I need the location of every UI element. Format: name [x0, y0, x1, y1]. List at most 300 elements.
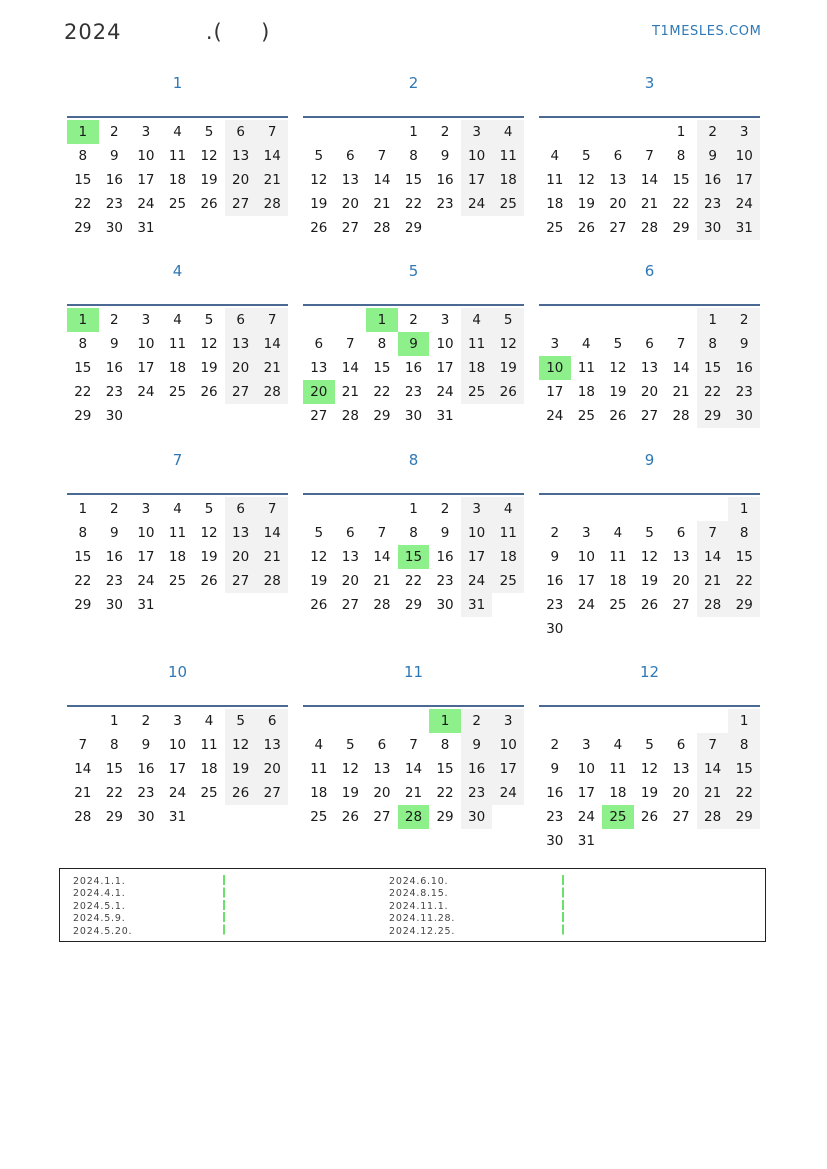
- day-cell: 4: [492, 120, 524, 144]
- day-cell: 17: [137, 549, 155, 565]
- day-cell: 12: [640, 549, 659, 565]
- month-block: [539, 663, 760, 849]
- day-cell: 6: [676, 737, 686, 753]
- day-cell: 27: [225, 569, 257, 593]
- day-cell: 25: [546, 220, 564, 236]
- day-cell: 4: [613, 525, 623, 541]
- day-cell: 31: [461, 593, 493, 617]
- day-cell: 3: [461, 120, 493, 144]
- holiday-day-cell: 25: [602, 805, 634, 829]
- day-cell: 23: [436, 196, 454, 212]
- day-cell: 11: [461, 332, 493, 356]
- day-cell: 6: [346, 525, 355, 541]
- day-cell: 16: [404, 360, 423, 376]
- legend-left-dates: [73, 876, 132, 938]
- day-cell: 9: [697, 144, 729, 168]
- day-cell: 25: [200, 785, 218, 801]
- day-cell: 25: [609, 597, 627, 613]
- day-cell: 9: [141, 737, 151, 753]
- month-name: 8: [408, 451, 419, 469]
- day-cell: 19: [577, 196, 595, 212]
- day-cell: 6: [314, 336, 324, 352]
- day-cell: 22: [404, 196, 423, 212]
- day-cell: 9: [110, 148, 119, 164]
- day-cell: 6: [225, 497, 257, 521]
- day-cell: 29: [105, 809, 123, 825]
- day-cell: 18: [200, 761, 218, 777]
- day-cell: 26: [200, 196, 218, 212]
- day-cell: 3: [461, 497, 493, 521]
- day-cell: 10: [728, 144, 760, 168]
- day-cell: 20: [256, 757, 288, 781]
- day-cell: 6: [676, 525, 686, 541]
- day-cell: 16: [436, 172, 454, 188]
- day-cell: 25: [310, 809, 328, 825]
- day-cell: 26: [640, 597, 659, 613]
- day-cell: 26: [200, 384, 218, 400]
- day-cell: 27: [225, 192, 257, 216]
- day-cell: 16: [105, 360, 123, 376]
- day-cell: 5: [582, 148, 591, 164]
- day-cell: 20: [373, 785, 391, 801]
- day-cell: 17: [137, 172, 155, 188]
- day-cell: 5: [613, 336, 623, 352]
- day-cell: 12: [577, 172, 595, 188]
- day-cell: 19: [200, 172, 218, 188]
- day-cell: 29: [373, 408, 391, 424]
- day-cell: 22: [373, 384, 391, 400]
- day-cell: 24: [137, 573, 155, 589]
- day-cell: 2: [697, 120, 729, 144]
- day-cell: 16: [728, 356, 760, 380]
- day-cell: 17: [461, 545, 493, 569]
- day-cell: 18: [168, 549, 187, 565]
- legend-date: 2024.8.15.: [389, 888, 449, 900]
- day-cell: 7: [697, 733, 729, 757]
- day-cell: 18: [492, 545, 524, 569]
- day-cell: 2: [110, 501, 119, 517]
- month-block: [67, 74, 288, 236]
- day-cell: 14: [74, 761, 92, 777]
- day-cell: 5: [645, 525, 654, 541]
- day-cell: 30: [546, 833, 564, 849]
- day-cell: 29: [74, 220, 92, 236]
- day-cell: 13: [672, 549, 690, 565]
- day-cell: 24: [492, 781, 524, 805]
- month-name: 3: [644, 74, 655, 92]
- day-cell: 15: [404, 172, 423, 188]
- day-cell: 17: [436, 360, 454, 376]
- day-cell: 22: [105, 785, 123, 801]
- day-cell: 23: [697, 192, 729, 216]
- day-cell: 10: [137, 148, 155, 164]
- month-block: [539, 262, 760, 424]
- day-cell: 14: [373, 549, 391, 565]
- day-cell: 4: [582, 336, 591, 352]
- day-cell: 27: [640, 408, 659, 424]
- day-cell: 17: [728, 168, 760, 192]
- month-grid: [303, 493, 524, 617]
- holiday-day-cell: 1: [366, 308, 398, 332]
- day-cell: 23: [105, 384, 123, 400]
- month-grid: [67, 705, 288, 829]
- day-cell: 29: [74, 597, 92, 613]
- day-cell: 16: [436, 549, 454, 565]
- day-cell: 17: [492, 757, 524, 781]
- day-cell: 31: [137, 597, 155, 613]
- day-cell: 13: [225, 332, 257, 356]
- day-cell: 9: [110, 336, 119, 352]
- month-block: [67, 663, 288, 825]
- day-cell: 17: [461, 168, 493, 192]
- day-cell: 7: [676, 336, 686, 352]
- day-cell: 2: [409, 312, 418, 328]
- day-cell: 24: [168, 785, 187, 801]
- day-cell: 4: [173, 124, 182, 140]
- day-cell: 13: [225, 144, 257, 168]
- day-cell: 28: [74, 809, 92, 825]
- day-cell: 21: [341, 384, 359, 400]
- day-cell: 9: [461, 733, 493, 757]
- day-cell: 30: [436, 597, 454, 613]
- month-name: 1: [172, 74, 183, 92]
- day-cell: 10: [137, 525, 155, 541]
- day-cell: 8: [78, 336, 88, 352]
- day-cell: 2: [110, 312, 119, 328]
- day-cell: 14: [672, 360, 690, 376]
- day-cell: 2: [550, 525, 560, 541]
- day-cell: 22: [74, 196, 92, 212]
- day-cell: 21: [404, 785, 423, 801]
- day-cell: 14: [256, 332, 288, 356]
- day-cell: 7: [346, 336, 355, 352]
- day-cell: 21: [74, 785, 92, 801]
- day-cell: 22: [672, 196, 690, 212]
- site-brand: T1MESLES.COM: [652, 24, 762, 39]
- day-cell: 30: [697, 216, 729, 240]
- day-cell: 23: [546, 809, 564, 825]
- day-cell: 22: [697, 380, 729, 404]
- month-block: [67, 262, 288, 424]
- day-cell: 24: [728, 192, 760, 216]
- day-cell: 8: [377, 336, 387, 352]
- day-cell: 12: [225, 733, 257, 757]
- day-cell: 3: [582, 737, 591, 753]
- day-cell: 16: [461, 757, 493, 781]
- day-cell: 15: [105, 761, 123, 777]
- day-cell: 23: [461, 781, 493, 805]
- day-cell: 15: [74, 360, 92, 376]
- month-block: [303, 663, 524, 825]
- day-cell: 9: [440, 148, 450, 164]
- day-cell: 9: [440, 525, 450, 541]
- holiday-day-cell: 15: [398, 545, 430, 569]
- holiday-day-cell: 20: [303, 380, 335, 404]
- day-cell: 11: [168, 525, 187, 541]
- day-cell: 26: [492, 380, 524, 404]
- day-cell: 12: [341, 761, 359, 777]
- day-cell: 1: [78, 501, 88, 517]
- day-cell: 13: [310, 360, 328, 376]
- month-block: [539, 74, 760, 236]
- day-cell: 18: [492, 168, 524, 192]
- day-cell: 8: [110, 737, 119, 753]
- month-grid: [539, 116, 760, 240]
- day-cell: 7: [377, 525, 387, 541]
- day-cell: 22: [436, 785, 454, 801]
- day-cell: 5: [204, 501, 214, 517]
- day-cell: 25: [492, 569, 524, 593]
- day-cell: 1: [409, 124, 418, 140]
- holiday-day-cell: 1: [67, 308, 99, 332]
- day-cell: 22: [728, 569, 760, 593]
- day-cell: 20: [672, 785, 690, 801]
- day-cell: 31: [168, 809, 187, 825]
- day-cell: 20: [225, 168, 257, 192]
- day-cell: 6: [613, 148, 623, 164]
- holiday-legend: [59, 868, 766, 942]
- day-cell: 29: [728, 805, 760, 829]
- day-cell: 23: [546, 597, 564, 613]
- month-grid: [539, 705, 760, 853]
- day-cell: 12: [200, 525, 218, 541]
- day-cell: 8: [728, 733, 760, 757]
- legend-date: 2024.5.20.: [73, 925, 133, 937]
- day-cell: 15: [74, 172, 92, 188]
- day-cell: 22: [404, 573, 423, 589]
- day-cell: 4: [173, 312, 182, 328]
- day-cell: 24: [137, 384, 155, 400]
- day-cell: 11: [609, 761, 627, 777]
- legend-date: 2024.4.1.: [73, 888, 126, 900]
- day-cell: 29: [404, 597, 423, 613]
- day-cell: 8: [409, 148, 418, 164]
- day-cell: 27: [341, 597, 359, 613]
- day-cell: 1: [676, 124, 686, 140]
- day-cell: 24: [577, 597, 595, 613]
- day-cell: 28: [672, 408, 690, 424]
- day-cell: 3: [582, 525, 591, 541]
- day-cell: 18: [310, 785, 328, 801]
- day-cell: 12: [609, 360, 627, 376]
- day-cell: 5: [314, 525, 324, 541]
- day-cell: 12: [200, 148, 218, 164]
- day-cell: 29: [728, 593, 760, 617]
- day-cell: 7: [256, 308, 288, 332]
- day-cell: 20: [609, 196, 627, 212]
- day-cell: 7: [256, 497, 288, 521]
- day-cell: 8: [697, 332, 729, 356]
- day-cell: 6: [346, 148, 355, 164]
- day-cell: 28: [256, 569, 288, 593]
- month-name: 11: [403, 663, 424, 681]
- legend-date: 2024.11.1.: [389, 900, 449, 912]
- day-cell: 31: [577, 833, 595, 849]
- day-cell: 15: [728, 757, 760, 781]
- day-cell: 10: [461, 144, 493, 168]
- day-cell: 2: [728, 308, 760, 332]
- day-cell: 27: [609, 220, 627, 236]
- day-cell: 31: [436, 408, 454, 424]
- day-cell: 14: [256, 521, 288, 545]
- day-cell: 22: [74, 384, 92, 400]
- day-cell: 5: [314, 148, 324, 164]
- day-cell: 12: [200, 336, 218, 352]
- day-cell: 28: [256, 380, 288, 404]
- day-cell: 8: [728, 521, 760, 545]
- day-cell: 11: [310, 761, 328, 777]
- day-cell: 15: [436, 761, 454, 777]
- day-cell: 24: [577, 809, 595, 825]
- day-cell: 25: [168, 573, 187, 589]
- day-cell: 26: [310, 220, 328, 236]
- day-cell: 15: [672, 172, 690, 188]
- month-block: [67, 451, 288, 613]
- day-cell: 22: [74, 573, 92, 589]
- day-cell: 10: [461, 521, 493, 545]
- day-cell: 11: [492, 521, 524, 545]
- day-cell: 17: [168, 761, 187, 777]
- day-cell: 2: [440, 501, 450, 517]
- day-cell: 5: [492, 308, 524, 332]
- day-cell: 10: [577, 761, 595, 777]
- day-cell: 8: [409, 525, 418, 541]
- day-cell: 14: [640, 172, 659, 188]
- day-cell: 24: [461, 192, 493, 216]
- day-cell: 3: [141, 501, 151, 517]
- day-cell: 19: [225, 757, 257, 781]
- day-cell: 30: [137, 809, 155, 825]
- day-cell: 24: [137, 196, 155, 212]
- day-cell: 25: [168, 384, 187, 400]
- day-cell: 28: [697, 805, 729, 829]
- day-cell: 19: [640, 785, 659, 801]
- day-cell: 23: [105, 196, 123, 212]
- day-cell: 27: [256, 781, 288, 805]
- holiday-day-cell: 1: [67, 120, 99, 144]
- day-cell: 21: [256, 545, 288, 569]
- month-name: 9: [644, 451, 655, 469]
- day-cell: 17: [577, 785, 595, 801]
- day-cell: 30: [546, 621, 564, 637]
- day-cell: 11: [492, 144, 524, 168]
- day-cell: 10: [436, 336, 454, 352]
- legend-color-bar: [223, 875, 225, 937]
- legend-date: 2024.11.28.: [389, 913, 456, 925]
- day-cell: 5: [204, 312, 214, 328]
- day-cell: 5: [346, 737, 355, 753]
- day-cell: 29: [436, 809, 454, 825]
- day-cell: 15: [697, 356, 729, 380]
- day-cell: 2: [550, 737, 560, 753]
- day-cell: 18: [577, 384, 595, 400]
- day-cell: 13: [225, 521, 257, 545]
- day-cell: 16: [105, 549, 123, 565]
- legend-date: 2024.12.25.: [389, 925, 456, 937]
- day-cell: 2: [440, 124, 450, 140]
- day-cell: 4: [314, 737, 324, 753]
- day-cell: 2: [110, 124, 119, 140]
- day-cell: 23: [105, 573, 123, 589]
- day-cell: 10: [492, 733, 524, 757]
- day-cell: 15: [728, 545, 760, 569]
- month-grid: [303, 304, 524, 428]
- day-cell: 4: [173, 501, 182, 517]
- day-cell: 19: [341, 785, 359, 801]
- day-cell: 1: [728, 709, 760, 733]
- legend-date: 2024.5.9.: [73, 913, 126, 925]
- day-cell: 28: [697, 593, 729, 617]
- month-grid: [539, 493, 760, 641]
- day-cell: 21: [672, 384, 690, 400]
- day-cell: 26: [225, 781, 257, 805]
- day-cell: 21: [373, 196, 391, 212]
- day-cell: 26: [609, 408, 627, 424]
- day-cell: 14: [404, 761, 423, 777]
- day-cell: 15: [74, 549, 92, 565]
- legend-date: 2024.5.1.: [73, 900, 126, 912]
- day-cell: 6: [377, 737, 387, 753]
- day-cell: 20: [640, 384, 659, 400]
- day-cell: 12: [310, 172, 328, 188]
- day-cell: 12: [640, 761, 659, 777]
- day-cell: 6: [225, 120, 257, 144]
- day-cell: 4: [613, 737, 623, 753]
- day-cell: 17: [546, 384, 564, 400]
- day-cell: 21: [697, 781, 729, 805]
- day-cell: 19: [640, 573, 659, 589]
- day-cell: 4: [492, 497, 524, 521]
- day-cell: 21: [373, 573, 391, 589]
- day-cell: 9: [110, 525, 119, 541]
- day-cell: 29: [404, 220, 423, 236]
- day-cell: 24: [436, 384, 454, 400]
- day-cell: 20: [341, 573, 359, 589]
- month-grid: [67, 493, 288, 617]
- month-name: 4: [172, 262, 183, 280]
- day-cell: 14: [341, 360, 359, 376]
- day-cell: 13: [341, 549, 359, 565]
- day-cell: 13: [672, 761, 690, 777]
- day-cell: 13: [256, 733, 288, 757]
- day-cell: 11: [546, 172, 564, 188]
- day-cell: 7: [697, 521, 729, 545]
- day-cell: 7: [78, 737, 88, 753]
- day-cell: 14: [256, 144, 288, 168]
- day-cell: 8: [78, 525, 88, 541]
- day-cell: 26: [341, 809, 359, 825]
- day-cell: 18: [546, 196, 564, 212]
- day-cell: 16: [697, 168, 729, 192]
- day-cell: 19: [200, 549, 218, 565]
- day-cell: 27: [341, 220, 359, 236]
- day-cell: 27: [225, 380, 257, 404]
- day-cell: 16: [546, 573, 564, 589]
- day-cell: 10: [137, 336, 155, 352]
- day-cell: 1: [409, 501, 418, 517]
- month-name: 6: [644, 262, 655, 280]
- day-cell: 5: [225, 709, 257, 733]
- day-cell: 19: [492, 356, 524, 380]
- day-cell: 31: [728, 216, 760, 240]
- day-cell: 18: [609, 573, 627, 589]
- month-name: 12: [639, 663, 660, 681]
- month-name: 7: [172, 451, 183, 469]
- day-cell: 21: [697, 569, 729, 593]
- day-cell: 28: [640, 220, 659, 236]
- day-cell: 9: [550, 549, 560, 565]
- day-cell: 29: [672, 220, 690, 236]
